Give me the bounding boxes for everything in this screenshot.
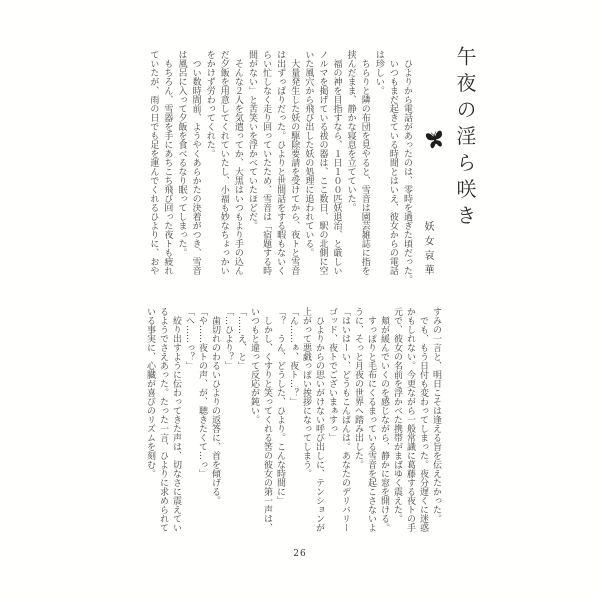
text-line: しかし、くすりと笑ってくれる筈の彼女の第一声は、: [262, 307, 272, 532]
text-line: 「…ひより？」: [223, 307, 233, 370]
text-line: 頬が緩んでいくのを感じながら、静かに窓を開ける。: [379, 307, 389, 532]
author-name: 妖女哀華: [422, 221, 433, 279]
text-line: は出ずっぱりだった。ひよりと世間話をする暇もないく: [275, 50, 286, 275]
text-line: をかけず労わってくれた。: [204, 50, 215, 158]
text-line: うに、そっと月夜の世界へ踏み出した。: [353, 307, 363, 469]
text-line: いつもまだ起きている時間とはいえ、彼女からの電話: [387, 50, 398, 275]
upper-text-block: [146, 50, 414, 288]
text-line: ちらりと隣の布団を見やると、雪音は園芸雑誌に指を: [359, 50, 370, 275]
text-line: 福の神を目指すなら、１日１００匹妖退治、と厳しい: [331, 50, 342, 275]
text-line: 「や……夜トの声、が、聴きたくて…っ」: [197, 307, 207, 478]
text-line: すみの一言と、明日こそは逢える旨を伝えたかった。: [431, 307, 441, 523]
text-line: 上がって悪戯っぽい挨拶になってしまう。: [301, 307, 311, 478]
text-line: いる事実に、心臓が喜びのリズムを刻む。: [145, 307, 155, 478]
text-line: 「はいはーい、どうもこんばんは。あなたのデリバリー: [340, 307, 350, 532]
page-number: 26: [293, 549, 307, 559]
text-line: 「ん……ぁ、夜ト…？」: [288, 307, 298, 406]
text-line: 間がない」と苦笑いを浮かべていたほどだ。: [246, 50, 257, 230]
text-line: ひよりからの思いがけない呼び出しに、テンションが: [314, 307, 324, 532]
text-line: 歯切れのわるいひよりの返答に、首を傾げる。: [210, 307, 220, 505]
text-line: は珍しい。: [373, 50, 384, 95]
text-line: でも、もう日付も変わってしまった。夜分遅くに迷惑: [418, 307, 428, 532]
lower-text-block: [143, 307, 442, 545]
text-line: 絞り出すように伝わってきた声は、切なさに震えてい: [171, 307, 181, 532]
text-line: は風呂に入って夕飯を食べるなり眠ってしまった。: [176, 50, 187, 257]
text-line: かもしれない。今更ながら一般常識に葛藤する夜トの手: [405, 307, 415, 532]
text-line: つい数時間前、ようやくあらかたの決着がつき、雪音: [190, 50, 201, 275]
text-line: すっぽりと毛布にくるまっている雪音を起こさないよ: [366, 307, 376, 532]
text-line: そんな２人を気遣ってか、大黒はいつもより手の込ん: [232, 50, 243, 275]
text-line: いつもと違って反応が鈍い。: [249, 307, 259, 424]
text-line: もちろん、雪器を手にあちこち飛び回った夜トも疲れ: [162, 50, 173, 275]
text-line: ノルマを掲げている祓の器は、ここ数日、駅の北側に空: [317, 50, 328, 275]
text-line: 「？ うん、どうした、ひより。こんな時間に」: [275, 307, 285, 505]
text-line: 大量発生した妖の駆除要請を受けてから、夜トと雪音: [289, 50, 300, 275]
text-line: 挟んだまま、静かな寝息を立てていた。: [345, 50, 356, 212]
text-line: 元で、彼女の名前を浮かべた携帯がまばゆく震えた。: [392, 307, 402, 523]
text-line: ひよりから電話があったのは、零時を過ぎた頃だった。: [402, 50, 412, 284]
text-line: らい忙しなく走り回っていたため、雪音は「宿題する時: [261, 50, 272, 275]
text-line: ていたが、雨の日でも足を運んでくれるひよりに、おや: [148, 50, 159, 275]
text-line: 「へ……っ？」: [184, 307, 194, 370]
story-title: 午夜の淫ら咲き: [453, 46, 477, 232]
text-line: いた風穴から飛び出した妖の処理に追われている。: [303, 50, 314, 257]
text-line: 「……え、と」: [236, 307, 246, 370]
text-line: だ夕飯を用意してくれていたし、小福も妙なちょっかい: [218, 50, 229, 275]
text-line: ゴッド、夜トでございまぁすっ」: [327, 307, 337, 442]
butterfly-icon: [425, 127, 445, 152]
text-line: るようでさえあった。たった一言、ひよりに求められて: [158, 307, 168, 532]
